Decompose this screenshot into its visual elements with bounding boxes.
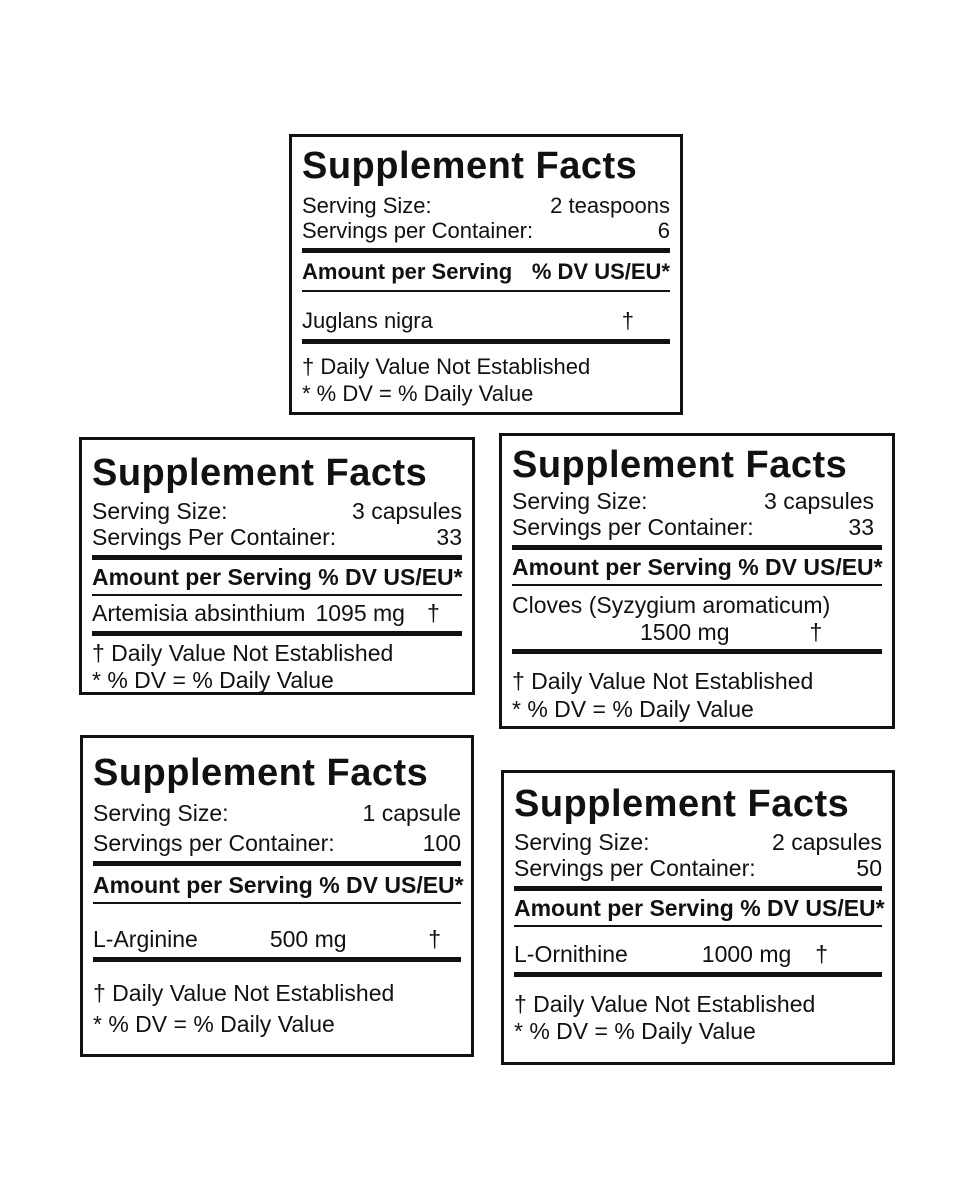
ingredient-amount: 1095 mg (315, 600, 405, 627)
serving-size-label: Serving Size: (93, 800, 229, 826)
serving-size-label: Serving Size: (512, 488, 648, 514)
thick-divider (302, 248, 670, 253)
thick-divider (514, 886, 882, 891)
panel-title: Supplement Facts (512, 444, 848, 486)
thick-divider (512, 545, 882, 550)
amount-label: Amount per Serving % DV US/EU* (512, 553, 883, 580)
serving-size-row (302, 193, 670, 218)
supplement-facts-panel-artemisia (79, 437, 475, 695)
footnote-dv: * % DV = % Daily Value (302, 380, 534, 406)
servings-value: 33 (436, 524, 462, 551)
thin-divider (512, 584, 882, 586)
servings-per-container-row (93, 830, 461, 856)
ingredient-amount: 1000 mg (701, 941, 792, 968)
dagger-mark: † (621, 307, 634, 333)
dagger-mark: † (428, 926, 441, 953)
thin-divider (93, 902, 461, 904)
ingredient-row (93, 926, 461, 952)
panel-title: Supplement Facts (302, 145, 638, 187)
servings-value: 33 (848, 514, 874, 541)
ingredient-name: Cloves (Syzygium aromaticum) (512, 592, 831, 619)
servings-label: Servings per Container: (93, 830, 335, 857)
amount-label: Amount per Serving % DV US/EU* (514, 894, 885, 921)
dagger-mark: † (426, 600, 440, 627)
footnote-dv: * % DV = % Daily Value (512, 695, 754, 722)
servings-value: 6 (657, 218, 670, 244)
servings-label: Servings per Container: (514, 855, 756, 882)
ingredient-row (512, 592, 882, 618)
supplement-facts-panel-arginine (80, 735, 474, 1057)
footnote-dagger: † Daily Value Not Established (92, 639, 394, 666)
ingredient-amount-row (512, 619, 882, 645)
amount-header-row (93, 871, 464, 898)
servings-value: 100 (422, 830, 461, 857)
amount-label: Amount per Serving % DV US/EU* (93, 871, 464, 898)
footnote-dv: * % DV = % Daily Value (92, 667, 334, 694)
ingredient-row (514, 941, 882, 967)
thin-divider (514, 925, 882, 927)
ingredient-row (92, 600, 462, 626)
amount-label: Amount per Serving % DV US/EU* (92, 563, 463, 590)
amount-label: Amount per Serving (302, 258, 513, 284)
supplement-facts-panel-juglans (289, 134, 683, 415)
thick-divider (92, 555, 462, 560)
thick-divider (514, 972, 882, 977)
panel-title: Supplement Facts (92, 452, 428, 494)
ingredient-name: L-Ornithine (514, 941, 628, 968)
thick-divider (512, 649, 882, 654)
thin-divider (302, 290, 670, 292)
serving-size-value: 3 capsules (764, 488, 874, 514)
footnote-dagger: † Daily Value Not Established (302, 354, 591, 380)
amount-header-row (514, 894, 885, 921)
ingredient-name: Artemisia absinthium (92, 600, 306, 627)
dagger-mark: † (815, 941, 829, 968)
footnote-dagger: † Daily Value Not Established (512, 668, 814, 695)
supplement-facts-panel-cloves (499, 433, 895, 729)
panel-title: Supplement Facts (93, 752, 429, 794)
serving-size-value: 2 teaspoons (550, 193, 670, 218)
servings-value: 50 (856, 855, 882, 882)
serving-size-row (92, 498, 462, 524)
footnote-dagger: † Daily Value Not Established (93, 979, 395, 1006)
ingredient-amount: 1500 mg (640, 618, 730, 645)
panel-title: Supplement Facts (514, 783, 850, 825)
serving-size-label: Serving Size: (92, 498, 228, 524)
thick-divider (302, 339, 670, 344)
serving-size-label: Serving Size: (302, 193, 432, 218)
thick-divider (92, 631, 462, 636)
servings-per-container-row (92, 524, 462, 550)
supplement-facts-panel-ornithine (501, 770, 895, 1065)
footnote-dv: * % DV = % Daily Value (93, 1011, 335, 1038)
serving-size-value: 3 capsules (352, 498, 462, 524)
footnote-dagger: † Daily Value Not Established (514, 990, 816, 1017)
ingredient-amount: 500 mg (269, 926, 347, 953)
servings-label: Servings Per Container: (92, 524, 337, 551)
servings-per-container-row (514, 855, 882, 881)
serving-size-row (512, 488, 882, 514)
servings-label: Servings per Container: (512, 514, 754, 541)
dagger-mark: † (809, 618, 823, 645)
serving-size-row (93, 800, 461, 826)
ingredient-name: Juglans nigra (302, 307, 433, 333)
amount-header-row (92, 564, 462, 590)
thick-divider (93, 861, 461, 866)
amount-header-row (512, 554, 882, 580)
servings-per-container-row (512, 514, 882, 540)
dv-label: % DV US/EU* (531, 258, 670, 284)
servings-per-container-row (302, 218, 670, 243)
thin-divider (92, 594, 462, 596)
serving-size-value: 2 capsules (772, 829, 882, 855)
amount-header-row (302, 259, 670, 284)
footnote-dv: * % DV = % Daily Value (514, 1018, 756, 1045)
ingredient-name: L-Arginine (93, 926, 198, 953)
serving-size-row (514, 829, 882, 855)
thick-divider (93, 957, 461, 962)
serving-size-label: Serving Size: (514, 829, 650, 855)
ingredient-row (302, 308, 670, 333)
serving-size-value: 1 capsule (362, 800, 461, 826)
servings-label: Servings per Container: (302, 218, 534, 244)
